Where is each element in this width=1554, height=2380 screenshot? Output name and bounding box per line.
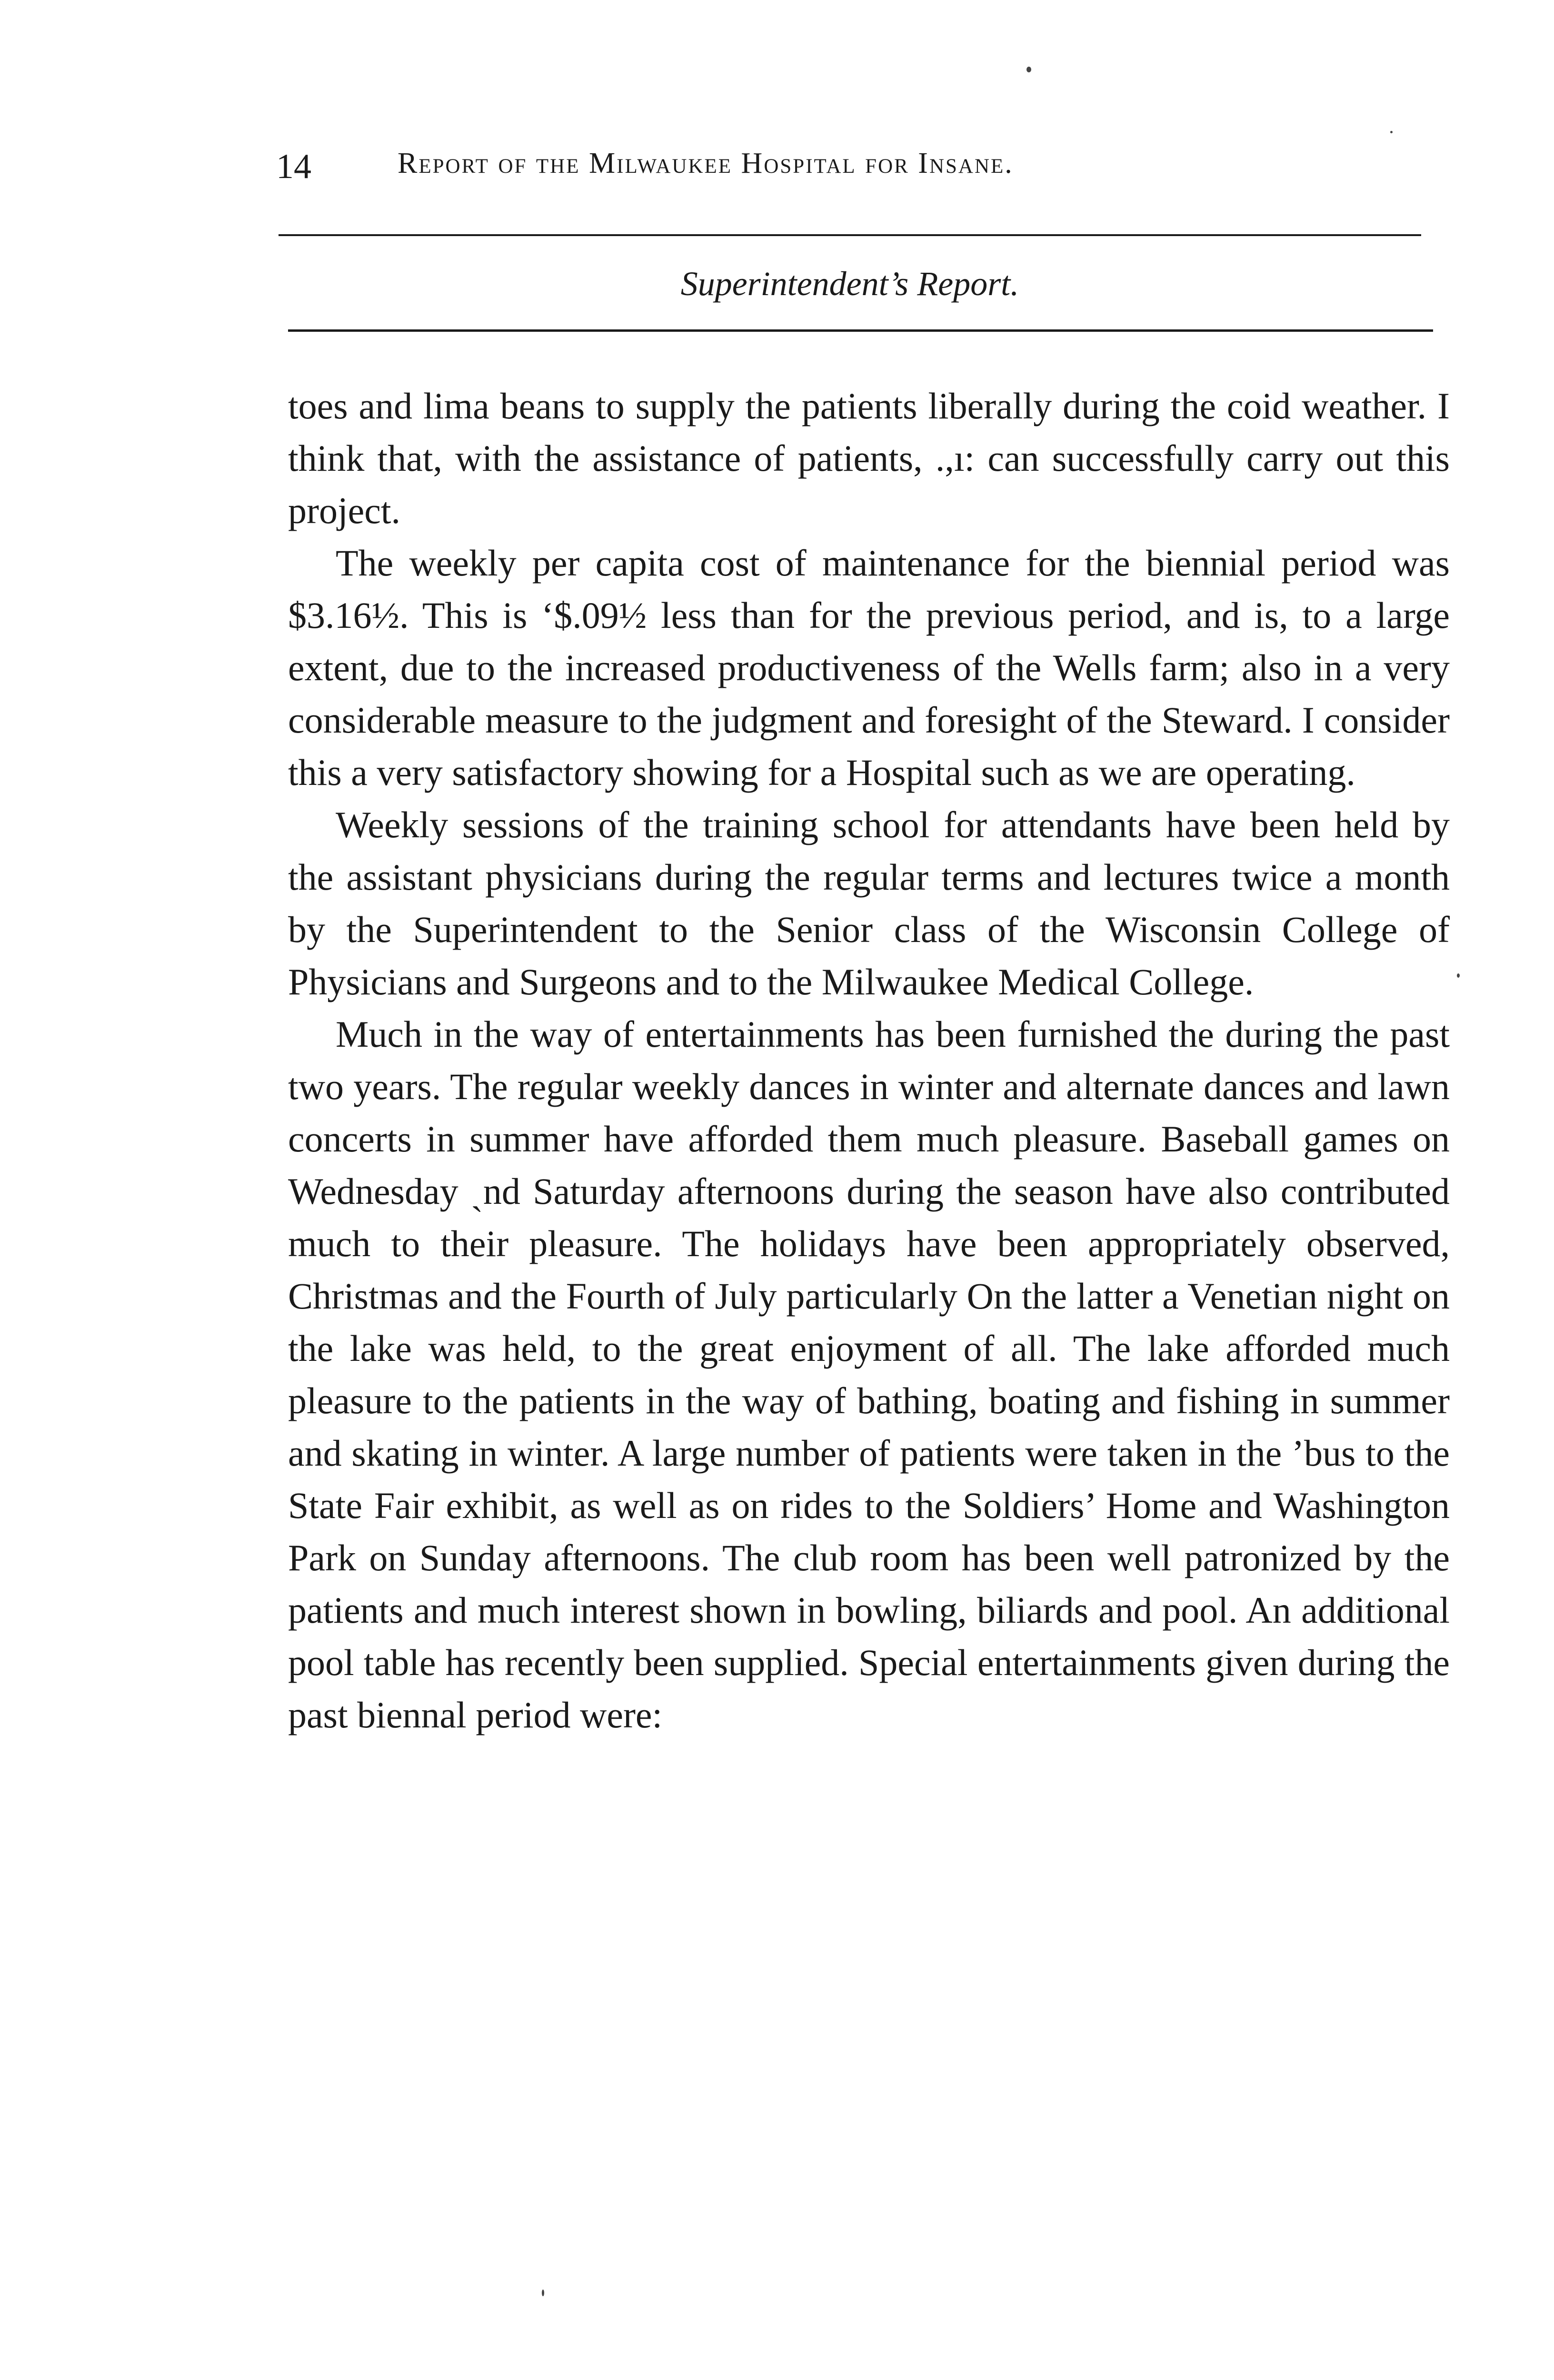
- header-rule-bottom: [288, 329, 1433, 332]
- paragraph-4: Much in the way of entertainments has been furnished the during the past two years. The regular weekly dances in winter and alternate dances and lawn concerts in summer have afforded them much pleasure. Baseball games on Wednesday ˏnd Saturday afternoons during the season have also contributed much to their pleasure. The holidays have been appropriately observed, Christmas and the Fourth of July particularly On the latter a Venetian night on the lake was held, to the great enjoyment of all. The lake afforded much pleasure to the patients in the way of bathing, boating and fishing in summer and skating in winter. A large number of patients were taken in the ’bus to the State Fair exhibit, as well as on rides to the Soldiers’ Home and Washington Park on Sunday afternoons. The club room has been well patronized by the patients and much interest shown in bowling, biliards and pool. An additional pool table has recently been supplied. Special entertainments given during the past biennal period were:: [288, 1013, 1450, 1735]
- header-rule-top: [279, 234, 1421, 236]
- paragraph-2: The weekly per capita cost of maintenance for the biennial period was $3.16½. This is ʻ$.09½ less than for the previous period, and is, to a large extent, due to the increased productiveness of the Wells farm; also in a very considerable measure to the judgment and foresight of the Steward. I consider this a very satisfactory showing for a Hospital such as we are operating.: [288, 542, 1450, 793]
- print-speck: [1390, 131, 1393, 133]
- print-speck: [1026, 67, 1031, 72]
- paragraph-1: toes and lima beans to supply the patients liberally during the coid weather. I think that, with the assistance of patients, .,ı: can successfully carry out this project.: [288, 385, 1450, 531]
- body-text: [288, 380, 1450, 1741]
- section-title: Superintendent’s Report.: [680, 265, 1019, 303]
- print-speck: [542, 2290, 544, 2296]
- page-header: [276, 143, 1428, 195]
- running-title: Report of the Milwaukee Hospital for Insane.: [398, 147, 1014, 179]
- paragraph-3: Weekly sessions of the training school for attendants have been held by the assistant physicians during the regular terms and lectures twice a month by the Superintendent to the Senior class of the Wisconsin College of Physicians and Surgeons and to the Milwaukee Medical College.: [288, 804, 1450, 1002]
- print-speck: [1457, 973, 1460, 978]
- page-number: 14: [276, 147, 311, 186]
